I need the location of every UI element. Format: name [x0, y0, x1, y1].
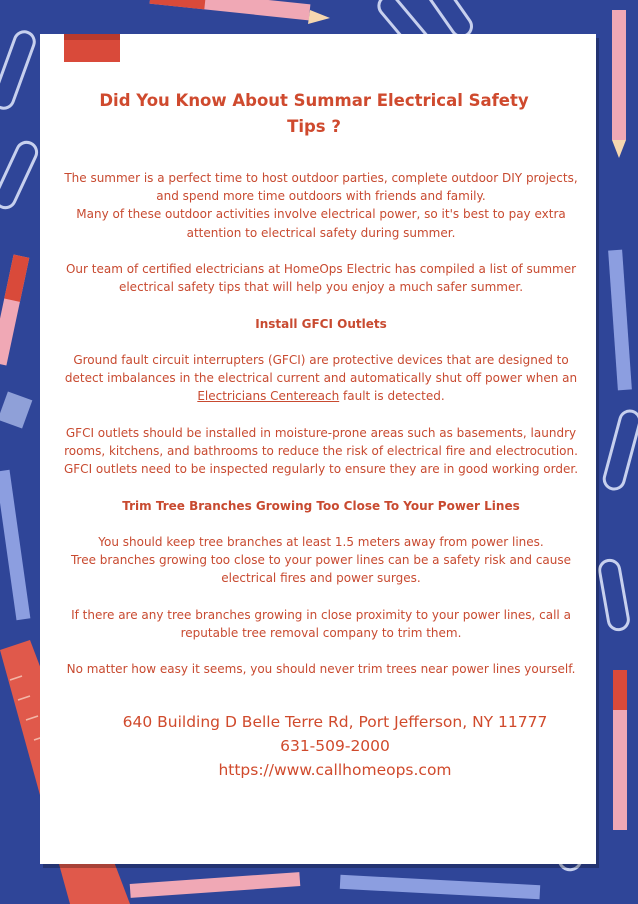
pencil-icon	[608, 250, 632, 830]
section-heading-trees: Trim Tree Branches Growing Too Close To Your Power Lines	[122, 498, 520, 513]
contact-address: 640 Building D Belle Terre Rd, Port Jefferson, NY 11777	[122, 713, 548, 731]
electricians-centereach-link[interactable]: Electricians Centereach	[197, 389, 340, 404]
trees-paragraph-1a: You should keep tree branches at least 1.5 meters away from power lines.	[98, 534, 544, 549]
gfci-paragraph-1	[60, 351, 582, 406]
binder-clip-icon	[64, 34, 120, 62]
pencil-icon	[0, 255, 29, 366]
trees-paragraph-3: No matter how easy it seems, you should never trim trees near power lines yourself.	[66, 662, 576, 677]
trees-paragraph-2: If there are any tree branches growing in close proximity to your power lines, call a reputable tree removal company to trim them.	[71, 607, 571, 640]
intro-paragraph-1: The summer is a perfect time to host outdoor parties, complete outdoor DIY projects, and spend more time outdoors with friends and family.	[64, 171, 578, 204]
contact-block	[80, 710, 590, 782]
document-page	[40, 34, 596, 864]
pencil-icon	[612, 10, 626, 158]
title-line-2: Tips ?	[287, 117, 341, 136]
article-body	[60, 169, 582, 679]
trees-paragraph-1b: Tree branches growing too close to your power lines can be a safety risk and cause electrical fires and power surges.	[70, 553, 572, 586]
section-heading-gfci: Install GFCI Outlets	[255, 316, 387, 331]
binder-clip-icon	[0, 391, 32, 428]
contact-phone: 631-509-2000	[280, 737, 390, 755]
title-line-1: Did You Know About Summar Electrical Safety	[99, 91, 529, 110]
team-paragraph: Our team of certified electricians at HomeOps Electric has compiled a list of summer electrical safety tips that will help you enjoy a much safer summer.	[65, 262, 577, 295]
contact-website[interactable]: https://www.callhomeops.com	[218, 761, 452, 779]
gfci-text-before: Ground fault circuit interrupters (GFCI) are protective devices that are designed to detect imbalances in the electrical current and automatically shut off power when an	[64, 352, 578, 386]
paperclip-icon	[0, 29, 40, 211]
pencil-icon	[150, 0, 330, 24]
gfci-paragraph-2: GFCI outlets should be installed in moisture-prone areas such as basements, laundry rooms, kitchens, and bathrooms to reduce the risk of electrical fire and electrocution. GFCI outlets need to be inspected regularly to ensure they are in good working order.	[63, 425, 579, 477]
gfci-text-after: fault is detected.	[339, 389, 445, 404]
page-title	[74, 88, 554, 140]
intro-paragraph-2: Many of these outdoor activities involve electrical power, so it's best to pay extra attention to electrical safety during summer.	[76, 207, 566, 240]
pencil-icon	[130, 872, 541, 899]
pencil-icon	[0, 470, 30, 620]
